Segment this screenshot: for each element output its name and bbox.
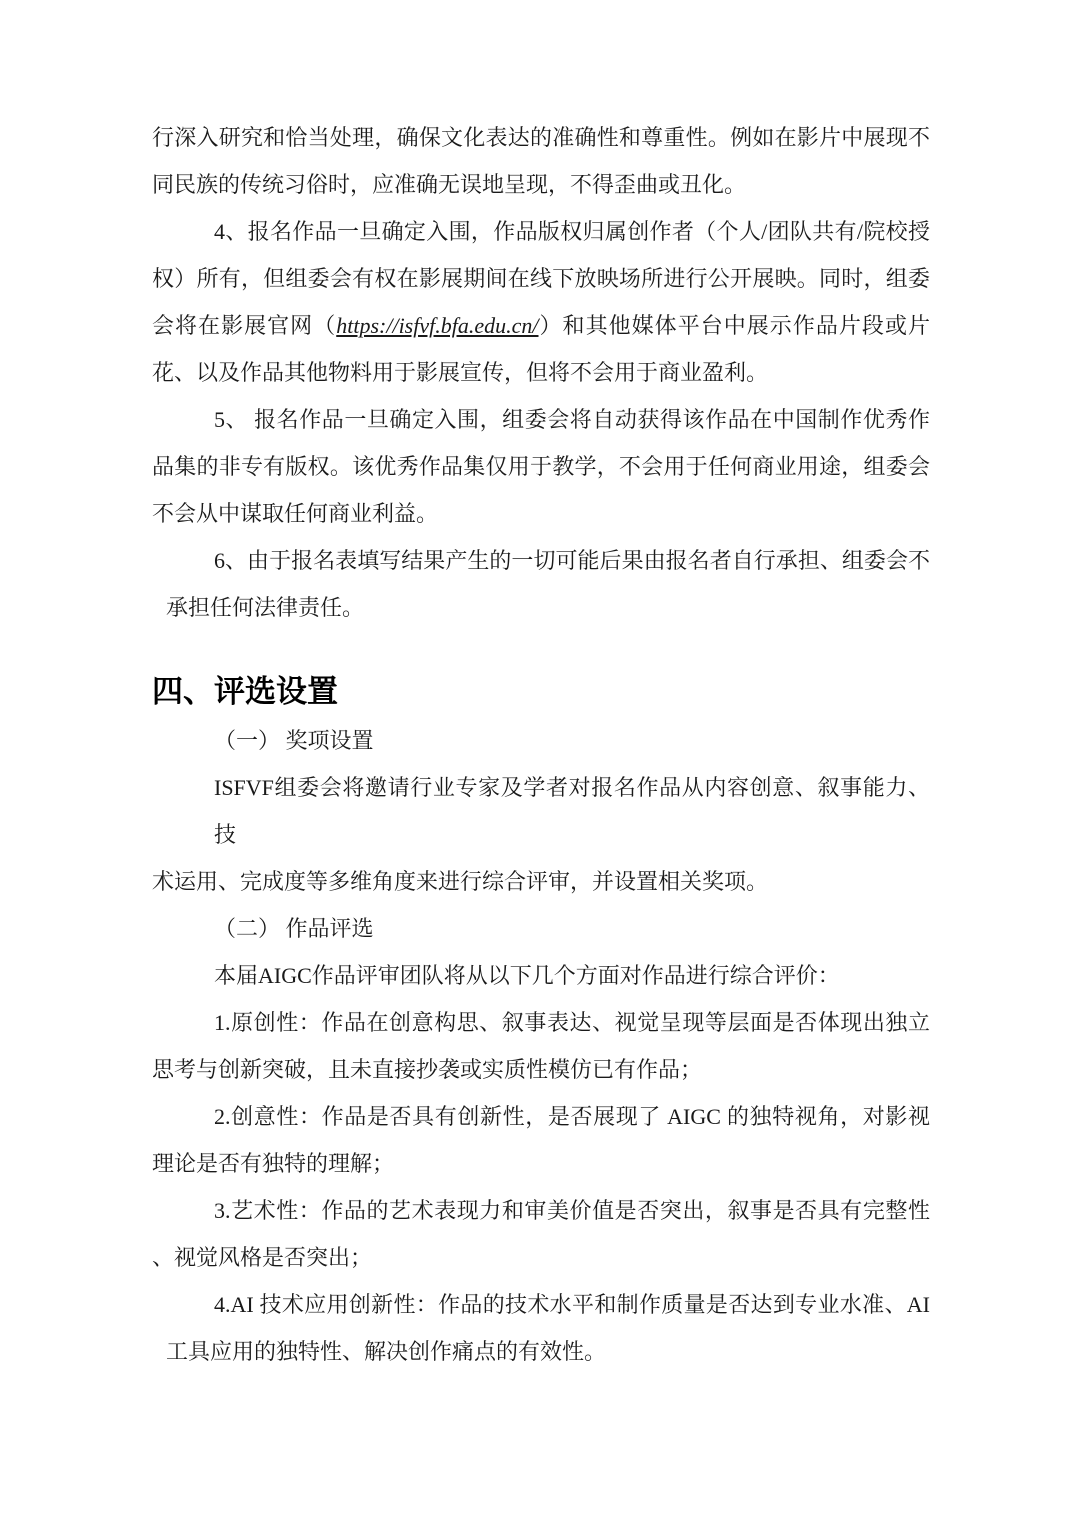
link-line-suffix: ）和其他媒体平台中展示作品片段或片	[538, 313, 930, 338]
text-line: （二） 作品评选	[214, 916, 374, 941]
text-line: 理论是否有独特的理解；	[152, 1151, 395, 1176]
festival-website-link[interactable]: https://isfvf.bfa.edu.cn/	[336, 313, 539, 338]
text-line: 3.艺术性：作品的艺术表现力和审美价值是否突出，叙事是否具有完整性	[214, 1198, 930, 1223]
subheading-work-selection	[152, 905, 930, 952]
para-criterion-2-creativity	[152, 1093, 930, 1187]
para-criterion-1-originality	[152, 999, 930, 1093]
text-line: 同民族的传统习俗时，应准确无误地呈现，不得歪曲或丑化。	[152, 172, 747, 197]
para-criterion-3-artistry	[152, 1187, 930, 1281]
text-line: 品集的非专有版权。该优秀作品集仅用于教学，不会用于任何商业用途，组委会	[152, 454, 930, 479]
text-line: 、视觉风格是否突出；	[152, 1245, 373, 1270]
text-line-with-link	[152, 302, 930, 349]
text-line: 1.原创性：作品在创意构思、叙事表达、视觉呈现等层面是否体现出独立	[214, 1010, 930, 1035]
text-line: 承担任何法律责任。	[166, 595, 365, 620]
text-line: 术运用、完成度等多维角度来进行综合评审，并设置相关奖项。	[152, 869, 769, 894]
text-line: 权）所有，但组委会有权在影展期间在线下放映场所进行公开展映。同时，组委	[152, 266, 930, 291]
text-line: 2.创意性：作品是否具有创新性，是否展现了 AIGC 的独特视角，对影视	[214, 1104, 930, 1129]
text-line: 行深入研究和恰当处理，确保文化表达的准确性和尊重性。例如在影片中展现不	[152, 125, 930, 150]
text-line: 不会从中谋取任何商业利益。	[152, 501, 439, 526]
text-line: 花、以及作品其他物料用于影展宣传，但将不会用于商业盈利。	[152, 360, 769, 385]
para-rule6-liability	[152, 537, 930, 631]
para-culture-respect	[152, 114, 930, 208]
text-line: （一） 奖项设置	[214, 728, 374, 753]
para-award-review	[152, 764, 930, 905]
text-line: ISFVF组委会将邀请行业专家及学者对报名作品从内容创意、叙事能力、技	[214, 775, 930, 847]
text-line: 工具应用的独特性、解决创作痛点的有效性。	[166, 1339, 607, 1364]
section-heading-selection-setup: 四、评选设置	[152, 674, 338, 709]
para-evaluation-intro	[152, 952, 930, 999]
subheading-award-setup	[152, 717, 930, 764]
link-line-prefix: 会将在影展官网（	[152, 313, 337, 338]
text-line: 4、报名作品一旦确定入围，作品版权归属创作者（个人/团队共有/院校授	[214, 219, 930, 244]
text-line: 本届AIGC作品评审团队将从以下几个方面对作品进行综合评价：	[214, 963, 840, 988]
text-line: 4.AI 技术应用创新性：作品的技术水平和制作质量是否达到专业水准、AI	[214, 1292, 930, 1317]
text-line: 6、由于报名表填写结果产生的一切可能后果由报名者自行承担、组委会不	[214, 548, 930, 573]
para-rule4-copyright	[152, 208, 930, 396]
text-line: 5、 报名作品一旦确定入围，组委会将自动获得该作品在中国制作优秀作	[214, 407, 930, 432]
para-criterion-4-ai-innovation	[152, 1281, 930, 1375]
text-line: 思考与创新突破，且未直接抄袭或实质性模仿已有作品；	[152, 1057, 703, 1082]
para-rule5-collection-rights	[152, 396, 930, 537]
